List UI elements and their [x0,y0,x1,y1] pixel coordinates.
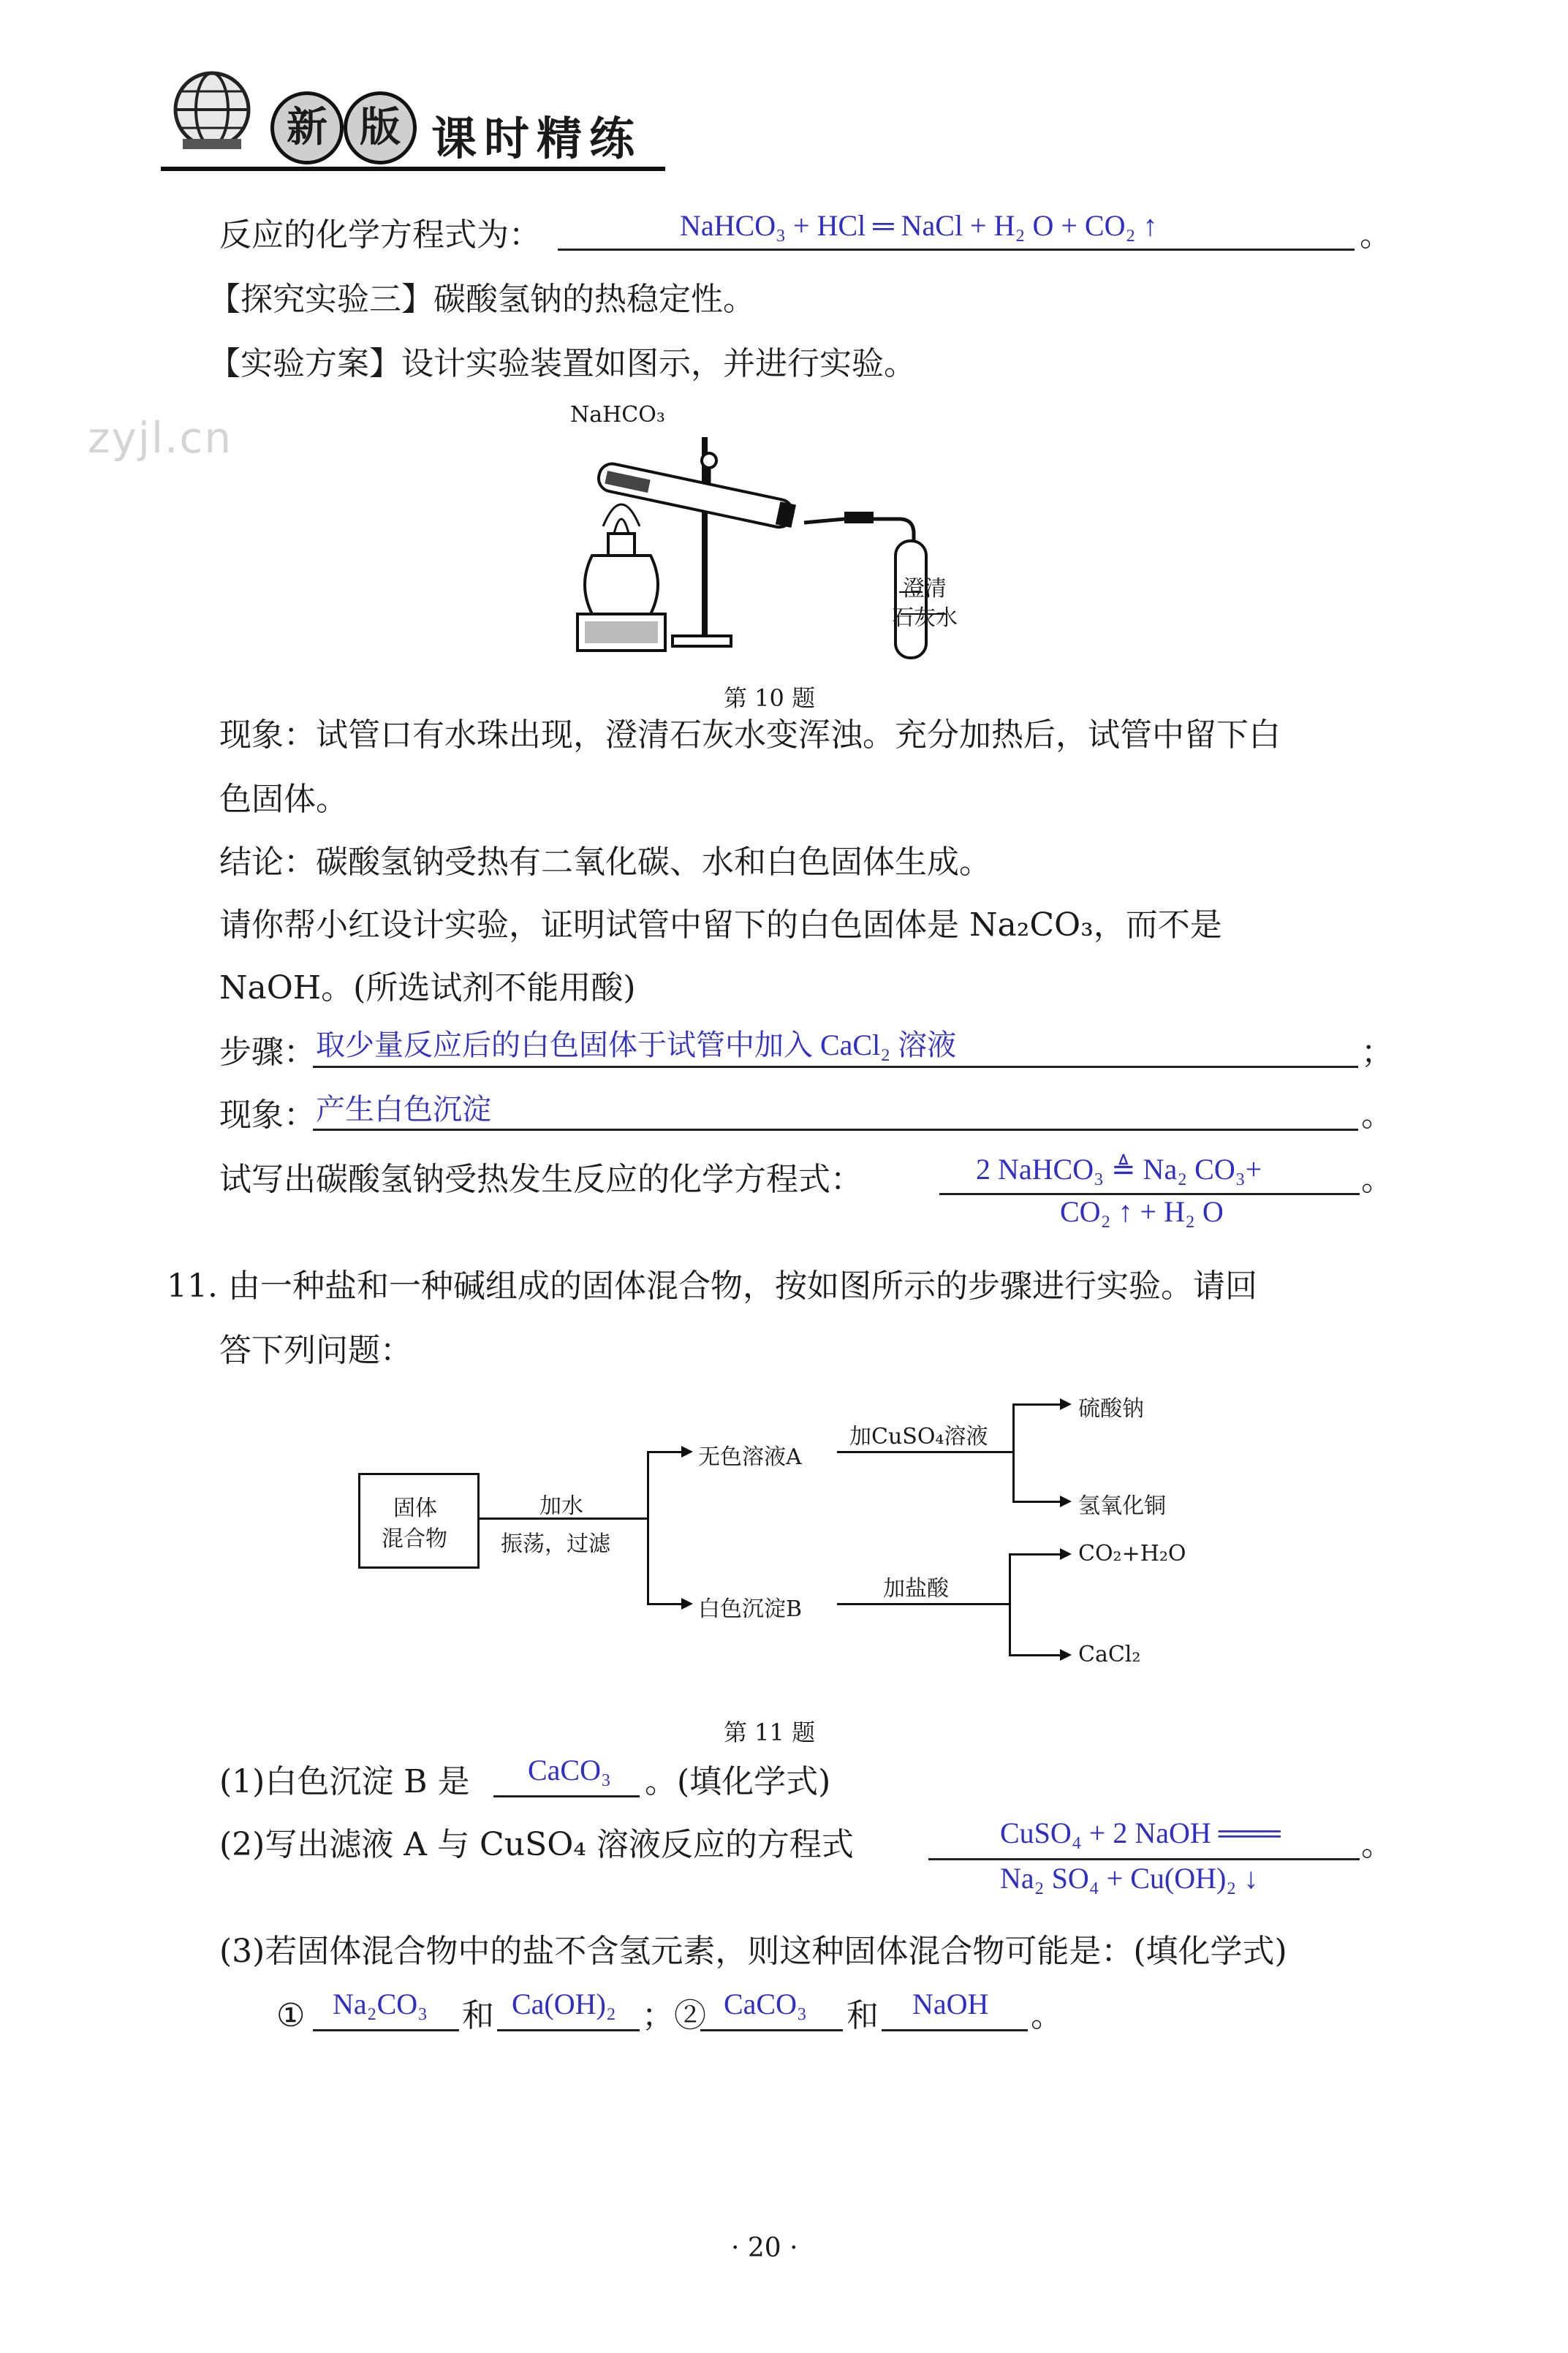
flow-line-cacl2 [1009,1654,1062,1656]
q10-eq-answer-2: CO₂ ↑ + H₂ O [1060,1195,1224,1228]
header-badge-new: 新 [270,91,344,164]
q10-step-end: ； [1361,1034,1393,1071]
q11-p3-sep: ；② [642,1997,706,2034]
q11-p3-answer-3: CaCO₃ [724,1988,807,2020]
header [161,51,673,175]
flow-step-water-1: 加水 [539,1493,583,1519]
globe-logo-icon [168,66,256,154]
q11-stem-2: 答下列问题： [219,1332,412,1369]
q10-exp3-title: 【探究实验三】碳酸氢钠的热稳定性。 [208,281,755,318]
figure-11-flowchart [351,1374,1228,1681]
q10-conclusion: 结论：碳酸氢钠受热有二氧化碳、水和白色固体生成。 [219,844,991,881]
q10-line1-end: 。 [1360,216,1392,254]
q11-fig-caption: 第 11 题 [724,1719,816,1746]
fig10-label-reagent: NaHCO₃ [570,402,665,428]
flow-split-bottom [1009,1553,1011,1656]
flow-arrow-cuoh2-icon [1060,1496,1072,1507]
q11-p1-prefix: (1)白色沉淀 B 是 [219,1763,470,1800]
q10-eq-end: 。 [1361,1161,1393,1198]
flow-line-cuso4 [837,1451,1015,1453]
q10-phenomenon-1: 现象：试管口有水珠出现，澄清石灰水变浑浊。充分加热后，试管中留下白 [219,716,1281,754]
header-title: 课时精练 [431,112,643,165]
q11-p2-prefix: (2)写出滤液 A 与 CuSO₄ 溶液反应的方程式 [219,1826,854,1863]
flow-arrow-na2so4-icon [1060,1398,1072,1410]
flow-add-hcl: 加盐酸 [883,1576,949,1602]
q10-obs-label: 现象： [219,1096,316,1134]
q11-p3-answer-1: Na₂CO₃ [333,1988,428,2020]
watermark: zyjl.cn [88,413,233,463]
q10-line1-prefix: 反应的化学方程式为： [219,216,541,254]
header-rule [161,167,665,171]
q10-step-answer: 取少量反应后的白色固体于试管中加入 CaCl₂ 溶液 [316,1028,957,1061]
q11-p3-end: 。 [1031,1997,1063,2034]
q10-obs-answer: 产生白色沉淀 [316,1093,491,1126]
flow-line-cuoh2 [1012,1501,1062,1503]
flow-product-cacl2: CaCl₂ [1078,1642,1141,1667]
q10-step-label: 步骤： [219,1034,316,1071]
flow-arrow-b-icon [681,1598,693,1610]
flow-product-cuoh2: 氢氧化铜 [1078,1493,1166,1519]
flow-product-na2so4: 硫酸钠 [1078,1396,1144,1422]
q10-obs-end: 。 [1361,1096,1393,1134]
flow-line-to-b [647,1603,683,1605]
page-number: · 20 · [731,2233,798,2263]
flow-split-top [1012,1403,1015,1502]
q11-p3-circle-1: ① [276,1997,306,2034]
q10-phenomenon-2: 色固体。 [219,781,348,818]
q10-line1-answer: NaHCO₃ + HCl ═ NaCl + H₂ O + CO₂ ↑ [680,209,1158,242]
figure-10 [563,395,1016,665]
q11-p1-answer: CaCO₃ [528,1754,611,1786]
q11-p1-suffix: 。(填化学式) [645,1763,831,1800]
flow-add-cuso4: 加CuSO₄溶液 [849,1424,988,1450]
flow-arrow-cacl2-icon [1060,1649,1072,1661]
q10-design-2: NaOH。(所选试剂不能用酸) [219,969,636,1007]
q10-eq-answer-1: 2 NaHCO₃ ≜ Na₂ CO₃+ [976,1153,1262,1186]
q11-p3-answer-2: Ca(OH)₂ [512,1988,616,2020]
flow-precip-b: 白色沉淀B [698,1596,803,1622]
flow-box-text-1: 固体 [393,1496,437,1521]
q11-p2-answer-1: CuSO₄ + 2 NaOH ═══ [1000,1816,1281,1849]
q11-stem-1: 11. 由一种盐和一种碱组成的固体混合物，按如图所示的步骤进行实验。请回 [167,1268,1257,1305]
q10-eq-prompt: 试写出碳酸氢钠受热发生反应的化学方程式： [219,1161,863,1198]
fig10-label-water-2: 石灰水 [892,605,958,631]
q11-p3-prompt: (3)若固体混合物中的盐不含氢元素，则这种固体混合物可能是：(填化学式) [219,1933,1287,1970]
flow-solution-a: 无色溶液A [698,1444,802,1470]
flow-line-co2 [1009,1553,1062,1556]
q11-p3-and-1: 和 [462,1997,494,2034]
flow-line-na2so4 [1012,1403,1062,1406]
flow-step-water-2: 振荡，过滤 [501,1531,610,1557]
flow-arrow-co2-icon [1060,1548,1072,1560]
flow-branch-vertical [647,1451,649,1604]
fig10-label-water-1: 澄清 [903,576,947,602]
flow-arrow-a-icon [681,1446,693,1458]
flow-product-co2: CO₂+H₂O [1078,1541,1186,1566]
flow-line-hcl [837,1603,1011,1605]
header-badge-edition: 版 [344,91,417,164]
q11-p2-end: 。 [1361,1826,1393,1863]
q10-plan: 【实验方案】设计实验装置如图示，并进行实验。 [208,345,916,382]
q10-fig-caption: 第 10 题 [724,684,816,712]
q11-p2-answer-2: Na₂ SO₄ + Cu(OH)₂ ↓ [1000,1862,1259,1895]
flow-line-to-a [647,1451,683,1453]
q11-p3-answer-4: NaOH [912,1988,989,2020]
flow-box-text-2: 混合物 [382,1526,447,1552]
q11-p3-and-2: 和 [847,1997,879,2034]
q10-design-1: 请你帮小红设计实验，证明试管中留下的白色固体是 Na₂CO₃，而不是 [219,906,1222,944]
